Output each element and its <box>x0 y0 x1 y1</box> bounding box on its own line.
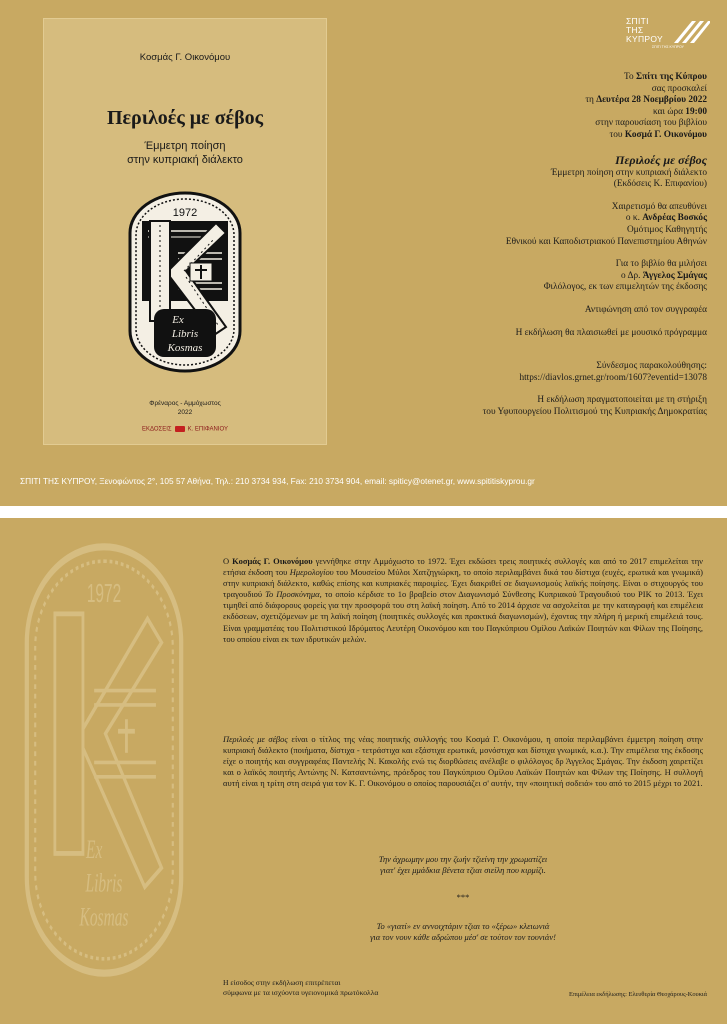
emblem-year: 1972 <box>172 207 198 219</box>
host-name: Σπίτι της Κύπρου <box>636 72 707 82</box>
cover-place-name: Φρέναρος - Αμμόχωστος <box>149 400 221 407</box>
text: του <box>609 129 625 140</box>
spacer <box>367 339 707 350</box>
invite-line <box>367 213 707 225</box>
speaker-name: Άγγελος Σμάγας <box>642 270 707 281</box>
event-editor: Επιμέλεια εκδήλωσης: Ελευθερία Θεοχάρους-Κουκιά <box>569 991 707 998</box>
poem-line: Το «γιατί» εν αννοιχτάριν τζιαι το «ξέρω» κλειωνιά <box>376 921 550 931</box>
book-title: Περιλοές με σέβος <box>223 734 288 744</box>
invite-line <box>367 72 707 84</box>
watermark-name: Kosmas <box>79 902 129 932</box>
watermark-libris: Libris <box>85 868 123 898</box>
cover-place <box>44 399 326 417</box>
publisher-logo-icon <box>175 426 185 432</box>
spacer <box>367 142 707 153</box>
spacer <box>367 248 707 259</box>
poem-excerpt <box>223 854 703 876</box>
logo-small-text: ΣΠΙΤΙ ΤΗΣ ΚΥΠΡΟΥ <box>652 45 684 49</box>
invite-line: του Υφυπουργείου Πολιτισμού της Κυπριακής Δημοκρατίας <box>482 406 707 417</box>
poem-line: για τον νουν κάθε αδρώπου μέσ' σε τούτον τον τουνιάν! <box>370 932 556 942</box>
note-line: Η είσοδος στην εκδήλωση επιτρέπεται <box>223 978 341 987</box>
invite-line: Η εκδήλωση πραγματοποιείται με τη στήριξη <box>537 395 707 406</box>
author-bio <box>223 556 703 645</box>
cover-title: Περιλοές με σέβος <box>106 107 264 129</box>
invite-line <box>367 271 707 283</box>
cover-author: Κοσμάς Γ. Οικονόμου <box>139 52 231 63</box>
text: τη <box>585 95 597 106</box>
text: και ώρα <box>653 106 686 117</box>
invite-line: σας προσκαλεί <box>651 83 707 94</box>
emblem-libris: Libris <box>171 328 199 340</box>
book-description <box>223 734 703 789</box>
event-date: Δευτέρα 28 Νοεμβρίου 2022 <box>596 95 707 106</box>
invitation-back <box>0 518 727 1024</box>
event-time: 19:00 <box>685 106 707 117</box>
poem-line: Την άχρωμην μου την ζωήν τζιείνη την χρωματίζει <box>378 854 548 864</box>
text: του Μουσείου Μύλοι Χατζηγιώρκη, το οποίο περιλαμβάνει δικά του δίστιχα (ευχές, ερωτικά και γνωμικά) στην κυπριακή διάλεκτο, καθώς επίσης και κυπριακές παροιμίες. Έχει διακριθεί σε διαγωνισμούς λαϊκής ποίησης. Είναι ο στιχουργός του τραγουδιού <box>223 567 703 600</box>
text: ο κ. <box>625 213 643 224</box>
invitation-text <box>367 72 707 418</box>
logo-text <box>626 17 663 44</box>
invite-line: Ομότιμος Καθηγητής <box>626 224 707 235</box>
watermark-year: 1972 <box>86 577 122 608</box>
logo-line: ΣΠΙΤΙ <box>626 16 649 26</box>
cover-subtitle-line: Έμμετρη ποίηση <box>144 140 226 152</box>
separator: *** <box>456 892 470 902</box>
note-line: σύμφωνα με τα ισχύοντα υγειονομικά πρωτόκολλα <box>223 988 379 997</box>
contact-footer: ΣΠΙΤΙ ΤΗΣ ΚΥΠΡΟΥ, Ξενοφώντος 2°, 105 57 Αθήνα, Τηλ.: 210 3734 934, Fax: 210 3734 904, email: spiticy@otenet.gr, www.spititiskyprou.gr <box>20 476 535 486</box>
text: ο Δρ. <box>621 270 643 281</box>
spacer <box>367 350 707 361</box>
invite-line: Χαιρετισμό θα απευθύνει <box>611 201 707 212</box>
book-subtitle: Έμμετρη ποίηση στην κυπριακή διάλεκτο <box>550 167 707 178</box>
health-protocol-note <box>223 978 378 998</box>
invite-line: Για το βιβλίο θα μιλήσει <box>615 259 707 270</box>
author-name: Κοσμά Γ. Οικονόμου <box>624 129 707 140</box>
spacer <box>367 294 707 305</box>
book-publisher: (Εκδόσεις Κ. Επιφανίου) <box>613 179 707 190</box>
text: , το οποίο κέρδισε το 1ο βραβείο στον Διαγωνισμό Σύνθεσης Κυπριακού Τραγουδιού του ΡΙΚ το 2013. Έχει τιμηθεί από διάφορους φορείς για την προσφορά του στη λαϊκή ποίηση. Από το 2014 άρχισε να ασχολείται με την καταγραφή και επιμέλεια εκδόσεων, σχετιζόμενων με τη λαϊκή ποίηση (ποιητικές συλλογές και πρακτικά διαγωνισμών), έχοντας την πλήρη ή μερική επιμέλειά τους. Είναι γραμματέας του Πολιτιστικού Ιδρύματος Λευτέρη Οικονόμου και του Παγκύπριου Ομίλου Λαϊκών Ποιητών και Φίλων της Ποίησης, του οποίου είναι εκ των ιδρυτικών μελών. <box>223 589 703 644</box>
spiti-tis-kyprou-logo <box>626 17 711 53</box>
emblem-name: Kosmas <box>167 342 203 354</box>
invite-line: Εθνικού και Καποδιστριακού Πανεπιστημίου Αθηνών <box>505 236 707 247</box>
ex-libris-watermark <box>24 542 184 978</box>
invite-line: στην παρουσίαση του βιβλίου <box>595 118 707 129</box>
greeter-name: Ανδρέας Βοσκός <box>642 213 707 224</box>
book-title: Περιλοές με σέβος <box>615 152 707 167</box>
text: Ημερολογίου <box>289 567 334 578</box>
invite-line <box>367 130 707 142</box>
spacer <box>367 384 707 395</box>
logo-line: ΤΗΣ <box>626 25 644 35</box>
invite-line <box>367 95 707 107</box>
invite-line: Φιλόλογος, εκ των επιμελητών της έκδοσης <box>543 282 707 293</box>
poem-line: γιατ' έχει μμάδκια βένετα τζιαι σιείλη που κιρμίζι. <box>380 865 546 875</box>
invite-line: Η εκδήλωση θα πλαισιωθεί με μουσικό πρόγραμμα <box>515 327 707 338</box>
logo-stripes-icon <box>670 17 710 43</box>
text: γεννήθηκε στην Αμμόχωστο το 1972. Έχει εκδώσει τρεις ποιητικές συλλογές και από το 2017 επιμελείται την ετήσια έκδοση του <box>223 556 703 578</box>
poem-excerpt <box>223 921 703 943</box>
cover-year: 2022 <box>177 409 193 416</box>
cover-subtitle-line: στην κυπριακή διάλεκτο <box>127 154 243 166</box>
invitation-front <box>0 0 727 506</box>
spacer <box>367 317 707 328</box>
ex-libris-emblem <box>128 191 242 373</box>
logo-line: ΚΥΠΡΟΥ <box>626 34 663 44</box>
cover-publisher <box>44 426 326 433</box>
text: Το Προσκύνημα <box>265 589 320 600</box>
invite-line <box>367 107 707 119</box>
emblem-ex: Ex <box>172 314 184 326</box>
text: Ο <box>223 556 233 566</box>
text: Το <box>624 72 637 82</box>
publisher-left: ΕΚΔΟΣΕΙΣ <box>141 426 172 433</box>
cover-subtitle <box>44 139 326 167</box>
publisher-right: Κ. ΕΠΙΦΑΝΙΟΥ <box>187 426 229 433</box>
text: είναι ο τίτλος της νέας ποιητικής συλλογής του Κοσμά Γ. Οικονόμου, η οποία περιλαμβάνει έμμετρη ποίηση στην κυπριακή διάλεκτο (ποιήματα, δίστιχα - τετράστιχα και εξάστιχα ερωτικά, μονόστιχα και δίστιχα γνωμικά, κ.α.). Την επιμέλεια της έκδοσης είχε ο ποιητής και συγγραφέας Παντελής Ν. Κακολής ενώ τις διορθώσεις ανέλαβε ο φιλόλογος δρ Άγγελος Σμάγας. Την έκδοση χαιρετίζει και ο λαϊκός ποιητής Αντώνης Ν. Κατσαντώνης, πρόεδρος του Παγκύπριου Ομίλου Λαϊκών Ποιητών και Φίλων της Ποίησης. Η συλλογή αυτή είναι η τρίτη στη σειρά για τον Κ. Γ. Οικονόμου ο οποίος παρουσιάζει σ' αυτήν, την «ποιητική σοδειά» του από το 2015 μέχρι το 2021. <box>223 734 703 789</box>
book-cover <box>43 18 327 445</box>
author-name: Κοσμάς Γ. Οικονόμου <box>232 556 313 566</box>
stream-link[interactable]: https://diavlos.grnet.gr/room/1607?eventid=13078 <box>519 372 707 383</box>
watermark-ex: Ex <box>86 835 103 865</box>
invite-line: Αντιφώνηση από τον συγγραφέα <box>584 304 707 315</box>
link-label: Σύνδεσμος παρακολούθησης: <box>596 361 707 372</box>
spacer <box>367 191 707 202</box>
